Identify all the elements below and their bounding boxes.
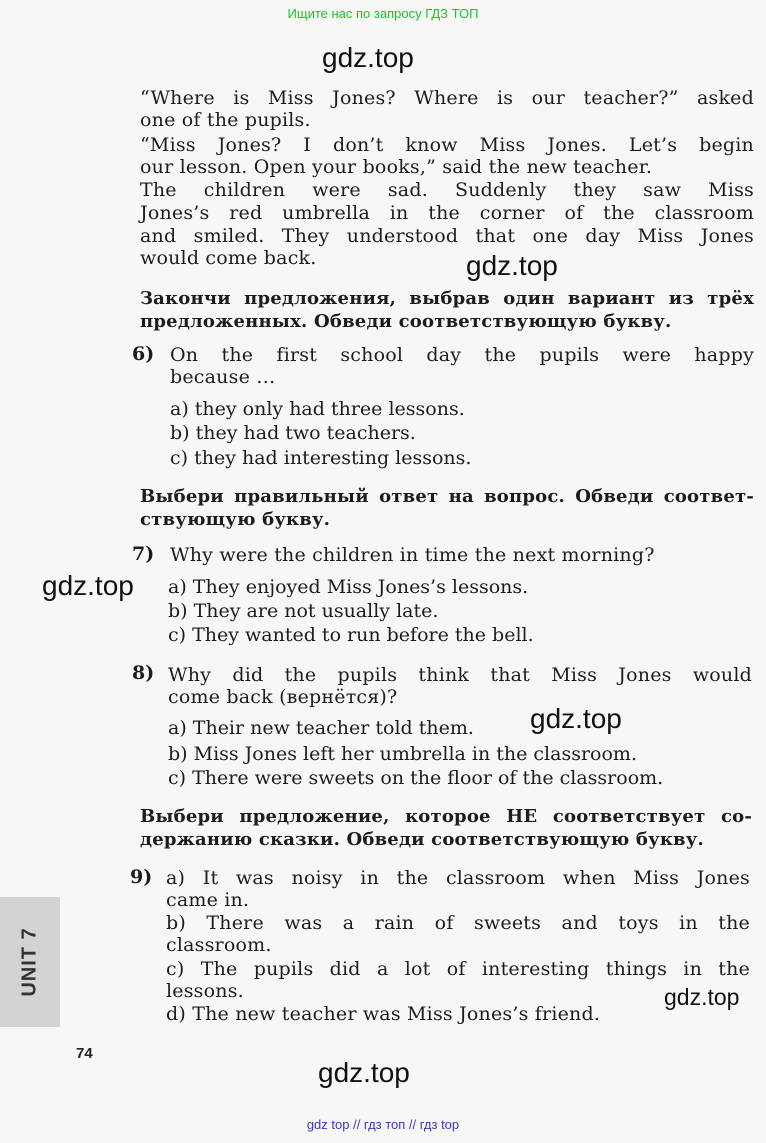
answer-option[interactable]: c) they had interesting lessons. — [170, 447, 472, 469]
question-number: 9) — [130, 866, 153, 888]
story-line: would come back. — [140, 247, 317, 269]
instruction-text: предложенных. Обведи соответствующую букву. — [140, 311, 672, 332]
story-line: The children were sad. Suddenly they saw Miss — [140, 179, 754, 201]
answer-option[interactable]: a) Their new teacher told them. — [168, 717, 474, 739]
unit-label: UNIT 7 — [18, 927, 41, 997]
answer-option[interactable]: c) They wanted to run before the bell. — [168, 624, 534, 646]
page-number: 74 — [76, 1045, 93, 1062]
question-number: 7) — [132, 543, 155, 565]
answer-option[interactable]: b) They are not usually late. — [168, 600, 439, 622]
footer-links[interactable]: gdz top // гдз топ // гдз top — [306, 1117, 460, 1132]
instruction-text: Выбери правильный ответ на вопрос. Обведи соответ- — [140, 486, 754, 507]
answer-option-continued: lessons. — [166, 980, 244, 1002]
top-banner[interactable]: Ищите нас по запросу ГДЗ ТОП — [287, 6, 479, 21]
answer-option[interactable]: a) They enjoyed Miss Jones’s lessons. — [168, 576, 529, 598]
story-line: and smiled. They understood that one day Miss Jones — [140, 225, 754, 247]
answer-option[interactable]: b) There was a rain of sweets and toys in the — [166, 912, 750, 934]
answer-option[interactable]: a) they only had three lessons. — [170, 398, 465, 420]
answer-option-continued: came in. — [166, 889, 250, 911]
watermark: gdz.top — [322, 42, 414, 73]
watermark: gdz.top — [530, 703, 622, 734]
answer-option[interactable]: c) There were sweets on the floor of the classroom. — [168, 767, 664, 789]
question-text: because … — [170, 366, 276, 388]
answer-option[interactable]: b) they had two teachers. — [170, 422, 416, 444]
story-line: one of the pupils. — [140, 109, 311, 131]
unit-tab — [0, 897, 60, 1027]
question-number: 8) — [132, 662, 155, 684]
story-line: Jones’s red umbrella in the corner of the classroom — [140, 202, 754, 224]
question-number: 6) — [132, 343, 155, 365]
question-text: Why did the pupils think that Miss Jones would — [168, 664, 752, 686]
answer-option[interactable]: b) Miss Jones left her umbrella in the classroom. — [168, 743, 637, 765]
watermark: gdz.top — [466, 250, 558, 281]
instruction-text: Закончи предложения, выбрав один вариант из трёх — [140, 288, 754, 309]
answer-option-continued: classroom. — [166, 934, 272, 956]
story-line: “Where is Miss Jones? Where is our teacher?” asked — [140, 87, 754, 109]
watermark: gdz.top — [42, 570, 134, 601]
answer-option[interactable]: d) The new teacher was Miss Jones’s friend. — [166, 1003, 601, 1025]
story-line: “Miss Jones? I don’t know Miss Jones. Let’s begin — [140, 134, 754, 156]
watermark: gdz.top — [318, 1057, 410, 1088]
instruction-text: ствующую букву. — [140, 509, 331, 530]
watermark: gdz.top — [664, 984, 740, 1010]
instruction-text: держанию сказки. Обведи соответствующую букву. — [140, 829, 704, 850]
answer-option[interactable]: c) The pupils did a lot of interesting things in the — [166, 958, 750, 980]
story-line: our lesson. Open your books,” said the new teacher. — [140, 156, 653, 178]
answer-option[interactable]: a) It was noisy in the classroom when Miss Jones — [166, 867, 750, 889]
question-text: Why were the children in time the next morning? — [170, 544, 655, 566]
question-text: On the first school day the pupils were happy — [170, 344, 754, 366]
question-text: come back (вернётся)? — [168, 686, 398, 708]
instruction-text: Выбери предложение, которое НЕ соответствует со- — [140, 806, 752, 827]
